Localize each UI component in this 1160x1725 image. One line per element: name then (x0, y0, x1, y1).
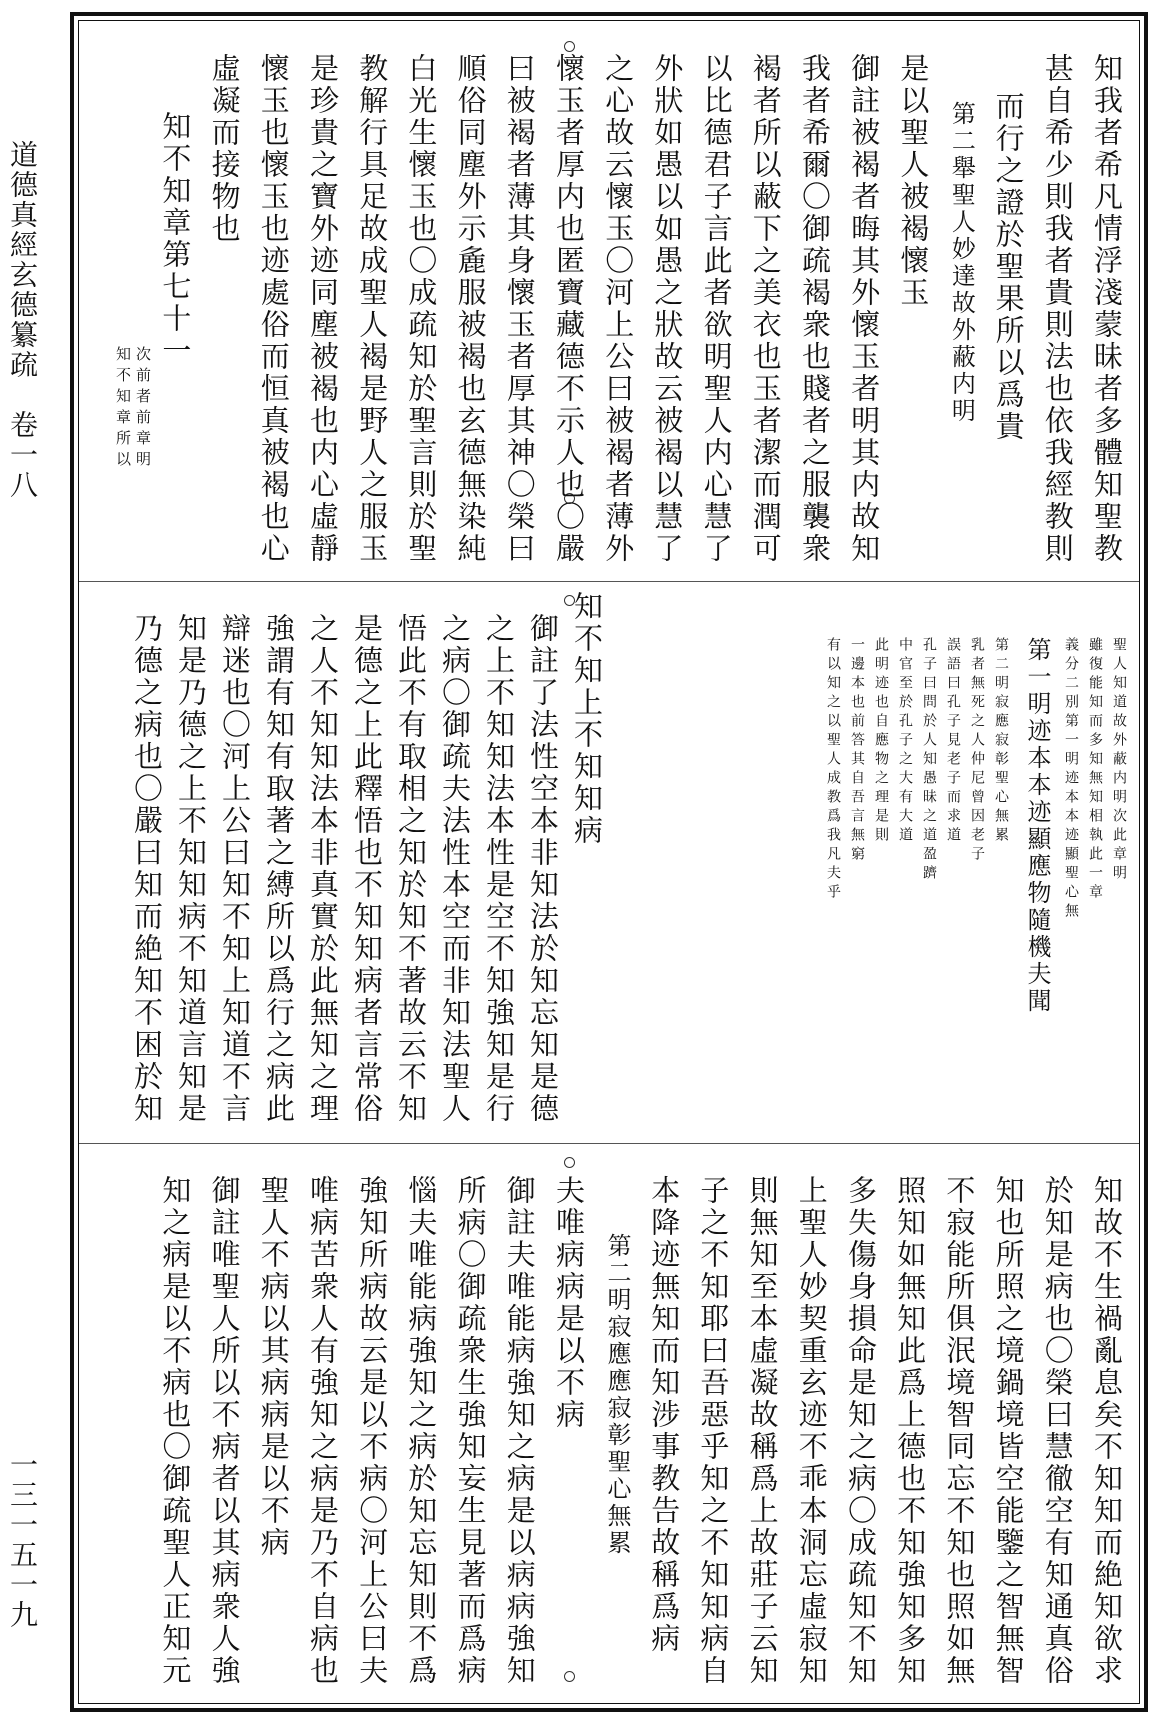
text-column: 虛凝而接物也 (207, 53, 242, 245)
text-column: 乃德之病也〇嚴曰知而絶知不困於知 (130, 613, 164, 1125)
text-column: 強知所病故云是以不病〇河上公曰夫 (355, 1175, 390, 1687)
text-column: 之人不知知法本非真實於此無知之理 (306, 613, 340, 1125)
page-frame (70, 12, 1148, 1712)
text-column: 知也所照之境鍋境皆空能鑒之智無智 (991, 1175, 1026, 1687)
small-text-column: 第一明迹本本迹顯應物隨機夫聞 (1023, 637, 1051, 1015)
margin-page-number: 一三一五一九 (6, 1450, 39, 1630)
text-column: 是德之上此釋悟也不知知病者言常俗 (350, 613, 384, 1125)
circle-mark (564, 41, 575, 52)
text-column: 御註了法性空本非知法於知忘知是德 (526, 613, 560, 1125)
small-text-column: 此明迹也自應物之理是則 (873, 637, 889, 846)
small-text-column: 乳者無死之人仲尼曾因老子 (969, 637, 985, 865)
text-column: 第二舉聖人妙達故外蔽内明 (947, 101, 976, 425)
small-text-column: 雖復能知而多知無知相執此一章 (1087, 637, 1103, 903)
circle-mark (564, 1157, 575, 1168)
text-column: 多失傷身損命是知之病〇成疏知不知 (844, 1175, 878, 1687)
text-column: 順俗同塵外示麁服被褐也玄德無染純 (453, 53, 488, 565)
text-column: 教解行具足故成聖人褐是野人之服玉 (355, 53, 390, 565)
text-column: 夫唯病病是以不病 (552, 1175, 586, 1431)
circle-mark (564, 1671, 575, 1682)
margin-book-title: 道德真經玄德纂疏 卷一八 (6, 140, 39, 500)
text-column: 外狀如愚以如愚之狀故云被褐以慧了 (650, 53, 685, 565)
text-column: 知是乃德之上不知知病不知道言知是 (174, 613, 208, 1125)
text-column: 曰被褐者薄其身懷玉者厚其神〇榮曰 (502, 53, 537, 565)
text-column: 照知如無知此爲上德也不知強知多知 (893, 1175, 928, 1687)
text-column: 懷玉者厚内也匿寶藏德不示人也〇嚴 (552, 53, 586, 565)
annotation-note-2: 次前者前章明 (134, 346, 152, 472)
text-column: 御註夫唯能病強知之病是以病病強知 (502, 1175, 537, 1687)
small-text-column: 中官至於孔子之大有大道 (897, 637, 913, 846)
text-column: 辯迷也〇河上公曰知不知上知道不言 (218, 613, 252, 1125)
small-text-column: 孔子曰問於人知愚昧之道盈躋 (921, 637, 937, 884)
text-column: 是珍貴之寶外迹同塵被褐也内心虛靜 (306, 53, 340, 565)
small-text-column: 第二明寂應寂彰聖心無累 (993, 637, 1009, 846)
text-column: 知故不生禍亂息矣不知知而絶知欲求 (1090, 1175, 1124, 1687)
small-text-column: 有以知之以聖人成教爲我凡夫乎 (825, 637, 841, 903)
small-text-column: 聖人知道故外蔽内明次此章明 (1111, 637, 1127, 884)
text-column: 白光生懷玉也〇成疏知於聖言則於聖 (404, 53, 439, 565)
page-frame-inner (78, 20, 1140, 1704)
text-column: 知不知上不知知病 (570, 591, 604, 847)
text-band-2 (79, 581, 1139, 1143)
text-column: 之上不知知法本性是空不知強知是行 (482, 613, 516, 1125)
small-text-column: 一邊本也前答其自吾言無窮 (849, 637, 865, 865)
text-column: 上聖人妙契重玄迹不乖本洞忘虛寂知 (794, 1175, 829, 1687)
text-column: 本降迹無知而知涉事教告故稱爲病 (647, 1175, 682, 1655)
text-column: 知不知章第七十一 (158, 111, 193, 367)
text-column: 於知是病也〇榮曰慧徹空有知通真俗 (1040, 1175, 1075, 1687)
text-column: 聖人不病以其病病是以不病 (256, 1175, 291, 1559)
text-column: 甚自希少則我者貴則法也依我經教則 (1040, 53, 1075, 565)
text-column: 以比德君子言此者欲明聖人内心慧了 (699, 53, 734, 565)
text-column: 御註唯聖人所以不病者以其病衆人強 (207, 1175, 242, 1687)
text-column: 是以聖人被褐懷玉 (896, 53, 931, 309)
text-column: 惱夫唯能病強知之病於知忘知則不爲 (404, 1175, 439, 1687)
small-text-column: 誤語曰孔子見老子而求道 (945, 637, 961, 846)
text-column: 知之病是以不病也〇御疏聖人正知元 (158, 1175, 193, 1687)
text-column: 我者希爾〇御疏褐衆也賤者之服襲衆 (798, 53, 832, 565)
annotation-note-1: 知不知章所以 (114, 346, 132, 472)
text-column: 而行之證於聖果所以爲貴 (991, 91, 1026, 443)
text-column: 子之不知耶曰吾惡乎知之不知知病自 (696, 1175, 731, 1687)
text-column: 悟此不有取相之知於知不著故云不知 (394, 613, 428, 1125)
text-column: 則無知至本虛凝故稱爲上故莊子云知 (745, 1175, 780, 1687)
text-column: 知我者希凡情浮淺蒙昧者多體知聖教 (1090, 53, 1124, 565)
text-column: 第二明寂應應寂彰聖心無累 (603, 1233, 631, 1557)
text-column: 不寂能所俱泯境智同忘不知也照如無 (942, 1175, 977, 1687)
text-band-1 (79, 21, 1139, 581)
text-column: 懷玉也懷玉也迹處俗而恒真被褐也心 (256, 53, 291, 565)
text-column: 褐者所以蔽下之美衣也玉者潔而潤可 (748, 53, 783, 565)
text-column: 御註被褐者晦其外懷玉者明其内故知 (847, 53, 882, 565)
text-band-3 (79, 1143, 1139, 1715)
text-column: 之心故云懷玉〇河上公曰被褐者薄外 (601, 53, 636, 565)
text-column: 之病〇御疏夫法性本空而非知法聖人 (438, 613, 472, 1125)
small-text-column: 義分二別第一明迹本本迹顯聖心無 (1063, 637, 1079, 922)
text-column: 強謂有知有取著之縛所以爲行之病此 (262, 613, 296, 1125)
text-column: 所病〇御疏衆生強知妄生見著而爲病 (453, 1175, 488, 1687)
text-column: 唯病苦衆人有強知之病是乃不自病也 (306, 1175, 340, 1687)
